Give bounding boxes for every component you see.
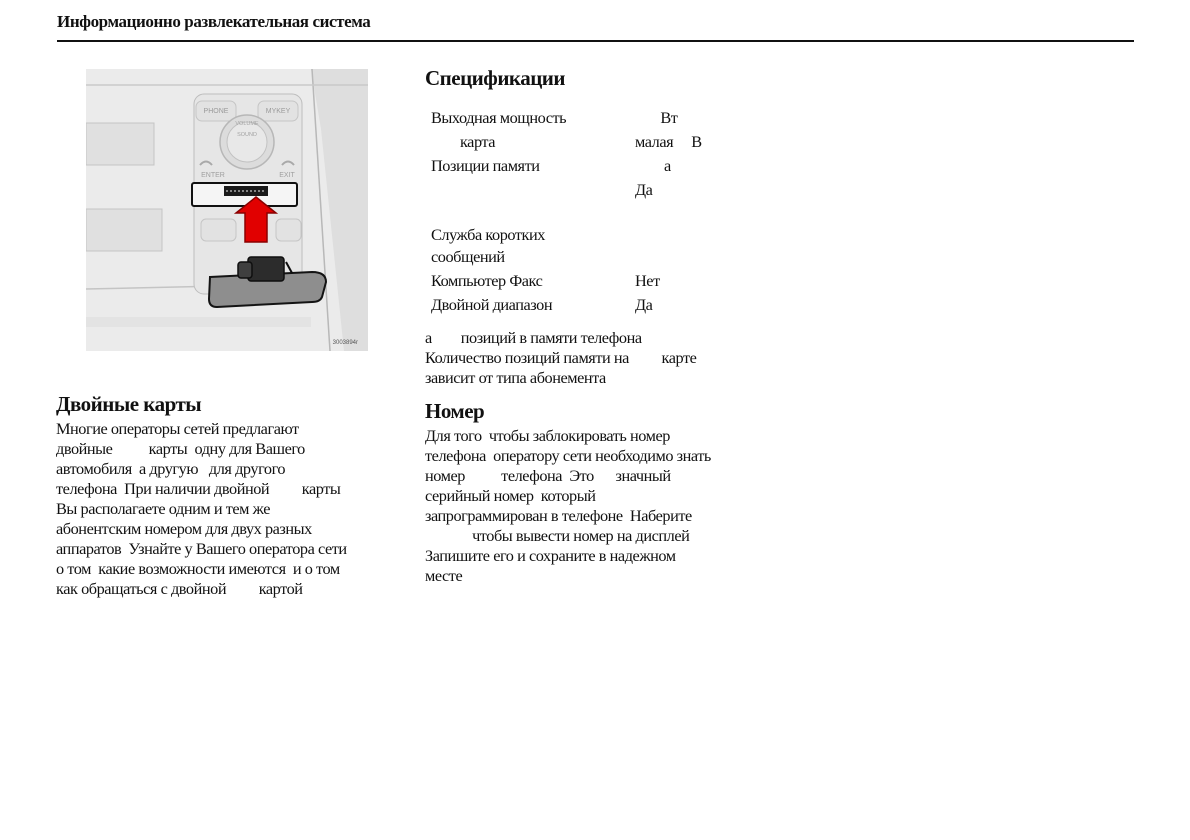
text-line: Количество позиций памяти на карте (425, 348, 697, 367)
number-heading: Номер (425, 399, 485, 423)
spec-value: а (635, 156, 671, 175)
mykey-label: MYKEY (265, 108, 291, 115)
specs-row (431, 224, 545, 246)
specs-note (425, 328, 696, 388)
text-line: телефона оператору сети необходимо знать (425, 446, 711, 465)
specs-row (431, 270, 660, 294)
text-line: телефона При наличии двойной карты (56, 479, 341, 498)
phone-label: PHONE (203, 108, 229, 115)
sim-card-slot-figure (86, 69, 368, 351)
spec-label: Служба коротких (431, 225, 545, 244)
specs-table (431, 107, 702, 318)
text-line: месте (425, 566, 463, 585)
text-line: запрограммирован в телефоне Наберите (425, 506, 692, 525)
number-paragraph (425, 426, 711, 586)
text-line: Многие операторы сетей предлагают (56, 419, 299, 438)
text-line: как обращаться с двойной картой (56, 579, 303, 598)
spec-value: Да (635, 180, 653, 199)
spec-label: сообщений (431, 247, 505, 266)
specs-row (431, 155, 671, 179)
figure-code: 3003894r (332, 340, 358, 346)
spec-label: Двойной диапазон (431, 295, 553, 314)
text-line: абонентским номером для двух разных (56, 519, 312, 538)
text-line: Запишите его и сохраните в надежном (425, 546, 676, 565)
text-line: Для того чтобы заблокировать номер (425, 426, 670, 445)
exit-label: EXIT (279, 172, 295, 179)
spec-label: Выходная мощность (431, 108, 567, 127)
spec-value: Вт (635, 108, 678, 127)
specs-row (431, 107, 678, 131)
text-line: о том какие возможности имеются и о том (56, 559, 340, 578)
specs-heading: Спецификации (425, 66, 565, 90)
spec-value: Нет (635, 271, 660, 290)
page-header-title: Информационно развлекательная система (57, 12, 371, 31)
spec-label: Компьютер Факс (431, 271, 543, 290)
dual-sim-paragraph (56, 419, 347, 599)
text-line: двойные карты одну для Вашего (56, 439, 305, 458)
enter-label: ENTER (201, 172, 225, 179)
specs-row (431, 246, 505, 270)
header-rule (57, 40, 1134, 42)
text-line: серийный номер который (425, 486, 596, 505)
text-line: чтобы вывести номер на дисплей (425, 526, 690, 545)
spec-value: Да (635, 295, 653, 314)
text-line: а позиций в памяти телефона (425, 328, 642, 347)
dual-sim-heading: Двойные карты (56, 392, 202, 416)
text-line: номер телефона Это значный (425, 466, 671, 485)
spec-label: карта (431, 132, 496, 151)
text-line: зависит от типа абонемента (425, 368, 606, 387)
spec-value: малая В (635, 132, 702, 151)
text-line: Вы располагаете одним и тем же (56, 499, 271, 518)
specs-row (431, 131, 702, 155)
specs-row (431, 179, 653, 224)
specs-row (431, 294, 653, 318)
volume-label: VOLUME (235, 121, 259, 127)
sound-label: SOUND (237, 132, 257, 138)
spec-label: Позиции памяти (431, 156, 540, 175)
volume-knob-inner (227, 122, 267, 162)
sim-card (248, 257, 284, 281)
text-line: автомобиля а другую для другого (56, 459, 286, 478)
text-line: аппаратов Узнайте у Вашего оператора сети (56, 539, 347, 558)
sim-slot-illustration (86, 69, 368, 351)
